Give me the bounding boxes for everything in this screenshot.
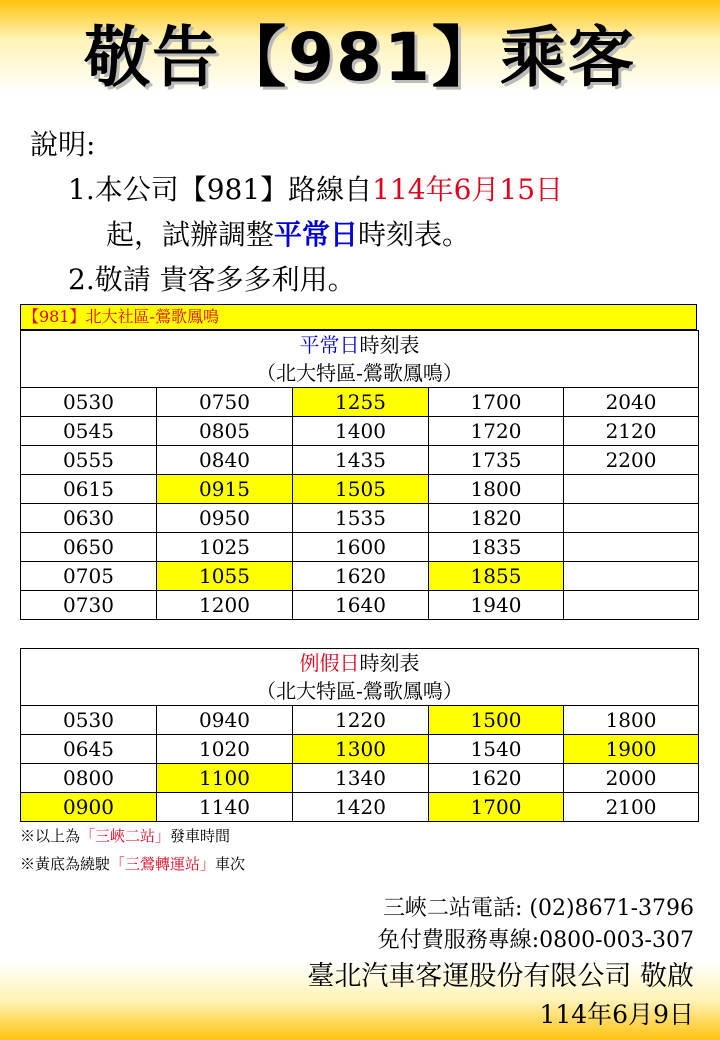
departure-time-highlighted: 1855 (429, 562, 564, 591)
departure-time: 1720 (429, 417, 564, 446)
footnote-2: ※黃底為繞駛「三鶯轉運站」車次 (20, 855, 246, 873)
departure-time: 1620 (293, 562, 429, 591)
table-row (21, 475, 699, 504)
departure-time-highlighted: 1900 (564, 735, 699, 764)
departure-time: 0645 (21, 735, 157, 764)
departure-time (564, 504, 699, 533)
departure-time (564, 562, 699, 591)
departure-time-highlighted: 0915 (157, 475, 293, 504)
departure-time-highlighted: 0900 (21, 793, 157, 822)
departure-time: 2000 (564, 764, 699, 793)
notice-date: 114年6月9日 (539, 1000, 694, 1029)
notice-item-1 (30, 167, 563, 212)
departure-time: 0940 (157, 706, 293, 735)
holiday-timetable-title: 例假日時刻表 (21, 649, 699, 678)
departure-time-highlighted: 1505 (293, 475, 429, 504)
page-title: 敬告【981】乘客 (84, 19, 636, 96)
departure-time (564, 533, 699, 562)
notice-item-1-text: 起，試辦調整 (106, 218, 275, 251)
footnote-2-station: 「三鶯轉運站」 (110, 855, 216, 873)
departure-time: 0555 (21, 446, 157, 475)
holiday-timetable (20, 648, 699, 822)
departure-time-highlighted: 1055 (157, 562, 293, 591)
table-row (21, 591, 699, 620)
departure-time-highlighted: 1700 (429, 793, 564, 822)
departure-time: 1020 (157, 735, 293, 764)
departure-time: 1220 (293, 706, 429, 735)
table-row (21, 446, 699, 475)
notice-effective-date: 114年6月15日 (372, 173, 564, 206)
departure-time-highlighted: 1300 (293, 735, 429, 764)
departure-time: 1025 (157, 533, 293, 562)
station-phone: 三峽二站電話: (02)8671-3796 (383, 896, 694, 921)
notice-item-2: 2.敬請 貴客多多利用。 (68, 263, 356, 296)
departure-time: 1620 (429, 764, 564, 793)
departure-time: 1340 (293, 764, 429, 793)
departure-time: 2100 (564, 793, 699, 822)
departure-time: 0615 (21, 475, 157, 504)
notice-item-1-prefix: 1.本公司【981】路線自 (68, 173, 373, 206)
departure-time: 1540 (429, 735, 564, 764)
notice-heading: 說明: (30, 128, 96, 161)
notice-section (30, 122, 563, 302)
table-row (21, 417, 699, 446)
footer (307, 893, 694, 1033)
weekday-timetable-title: 平常日時刻表 (21, 331, 699, 360)
departure-time: 1800 (429, 475, 564, 504)
departure-time: 0840 (157, 446, 293, 475)
holiday-timetable-subtitle: （北大特區-鶯歌鳳鳴） (21, 677, 699, 706)
company-signature: 臺北汽車客運股份有限公司 敬啟 (307, 961, 694, 992)
notice-weekday-label: 平常日 (274, 218, 359, 251)
departure-time: 0630 (21, 504, 157, 533)
route-banner: 【981】北大社區-鶯歌鳳鳴 (20, 304, 697, 330)
departure-time: 0530 (21, 388, 157, 417)
departure-time (564, 591, 699, 620)
weekday-timetable (20, 330, 699, 620)
table-row (21, 793, 699, 822)
departure-time: 1640 (293, 591, 429, 620)
departure-time: 1600 (293, 533, 429, 562)
table-row (21, 706, 699, 735)
departure-time: 2120 (564, 417, 699, 446)
departure-time: 0705 (21, 562, 157, 591)
departure-time: 2200 (564, 446, 699, 475)
departure-time-highlighted: 1500 (429, 706, 564, 735)
departure-time-highlighted: 1255 (293, 388, 429, 417)
notice-item-1-cont (30, 212, 563, 257)
departure-time-highlighted: 1100 (157, 764, 293, 793)
weekday-timetable-subtitle: （北大特區-鶯歌鳳鳴） (21, 359, 699, 388)
departure-time: 0650 (21, 533, 157, 562)
departure-time: 1535 (293, 504, 429, 533)
table-row (21, 764, 699, 793)
departure-time: 0545 (21, 417, 157, 446)
footnotes (20, 822, 245, 878)
departure-time: 0750 (157, 388, 293, 417)
departure-time: 1800 (564, 706, 699, 735)
departure-time: 1820 (429, 504, 564, 533)
departure-time: 2040 (564, 388, 699, 417)
departure-time: 0805 (157, 417, 293, 446)
departure-time: 0950 (157, 504, 293, 533)
departure-time: 1835 (429, 533, 564, 562)
service-hotline: 免付費服務專線:0800-003-307 (377, 928, 694, 953)
footnote-1-station: 「三峽二站」 (80, 827, 171, 845)
table-row (21, 504, 699, 533)
departure-time: 1435 (293, 446, 429, 475)
departure-time: 0730 (21, 591, 157, 620)
departure-time: 1200 (157, 591, 293, 620)
table-row (21, 533, 699, 562)
departure-time: 0800 (21, 764, 157, 793)
table-row (21, 388, 699, 417)
departure-time: 1400 (293, 417, 429, 446)
table-row (21, 735, 699, 764)
footnote-1: ※以上為「三峽二站」發車時間 (20, 827, 231, 845)
departure-time (564, 475, 699, 504)
departure-time: 1700 (429, 388, 564, 417)
departure-time: 1940 (429, 591, 564, 620)
notice-item-1-end: 時刻表。 (358, 218, 471, 251)
departure-time: 0530 (21, 706, 157, 735)
table-row (21, 562, 699, 591)
departure-time: 1735 (429, 446, 564, 475)
departure-time: 1140 (157, 793, 293, 822)
departure-time: 1420 (293, 793, 429, 822)
